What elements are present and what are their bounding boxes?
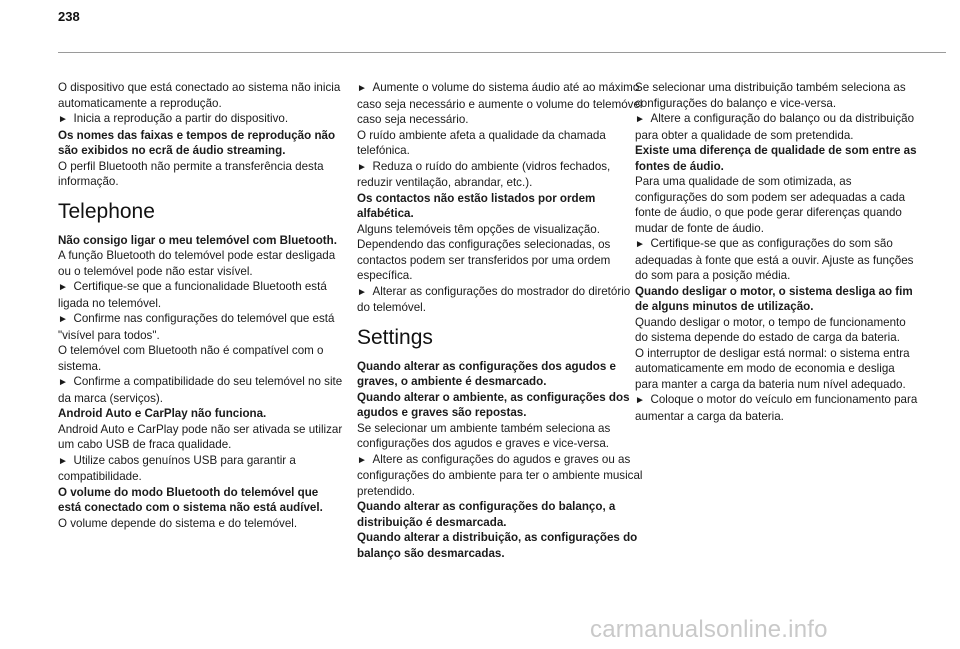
issue-question: Os nomes das faixas e tempos de reprodução não são exibidos no ecrã de áudio streaming. [58,128,336,157]
action-step: ► Inicia a reprodução a partir do dispositivo. [58,111,344,128]
body-paragraph: Para uma qualidade de som otimizada, as configurações do som podem ser adequadas a cada fonte de áudio, o que pode gerar diferenças quando mudar de fonte de áudio. [635,175,906,235]
section-heading: Telephone [58,199,155,223]
body-paragraph: Android Auto e CarPlay pode não ser ativada se utilizar um cabo USB de fraca qualidade. [58,422,343,451]
action-step: ► Alterar as configurações do mostrador do diretório do telemóvel. [357,284,643,316]
body-paragraph: O telemóvel com Bluetooth não é compatível com o sistema. [58,344,324,373]
action-step: ► Utilize cabos genuínos USB para garantir a compatibilidade. [58,453,344,485]
watermark-text: carmanualsonline.info [590,616,828,643]
action-step: ► Coloque o motor do veículo em funcionamento para aumentar a carga da bateria. [635,392,921,424]
issue-question: Os contactos não estão listados por ordem alfabética. [357,191,596,220]
action-step: ► Reduza o ruído do ambiente (vidros fechados, reduzir ventilação, abrandar, etc.). [357,159,643,191]
action-step: ► Confirme nas configurações do telemóvel que está "visível para todos". [58,311,344,343]
body-paragraph: O volume depende do sistema e do telemóvel. [58,516,298,530]
issue-question: Quando alterar as configurações dos agudos e graves, o ambiente é desmarcado. [357,359,616,388]
action-step: ► Aumente o volume do sistema áudio até ao máximo caso seja necessário e aumente o volume do telemóvel caso seja necessário. [357,80,643,128]
header-divider [58,52,946,53]
text-column-1 [58,80,344,531]
body-paragraph: O perfil Bluetooth não permite a transferência desta informação. [58,159,324,188]
page-number: 238 [58,9,80,24]
text-column-3 [635,80,921,424]
issue-question: Android Auto e CarPlay não funciona. [58,407,267,420]
body-paragraph: Alguns telemóveis têm opções de visualização. Dependendo das configurações selecionadas, os contactos podem ser transferidos por uma ordem específica. [357,222,611,282]
text-column-2 [357,80,643,561]
issue-question: Quando alterar as configurações do balanço, a distribuição é desmarcada. [357,500,616,529]
body-paragraph: Quando desligar o motor, o tempo de funcionamento do sistema depende do estado de carga da bateria. [635,315,906,344]
section-heading: Settings [357,325,433,349]
body-paragraph: O dispositivo que está conectado ao sistema não inicia automaticamente a reprodução. [58,81,341,110]
issue-question: Existe uma diferença de qualidade de som entre as fontes de áudio. [635,144,917,173]
issue-question: Quando desligar o motor, o sistema desliga ao fim de alguns minutos de utilização. [635,284,913,313]
action-step: ► Certifique-se que a funcionalidade Bluetooth está ligada no telemóvel. [58,279,344,311]
body-paragraph: A função Bluetooth do telemóvel pode estar desligada ou o telemóvel pode não estar visível. [58,249,336,278]
issue-question: Não consigo ligar o meu telemóvel com Bluetooth. [58,233,337,247]
issue-question: Quando alterar o ambiente, as configurações dos agudos e graves são repostas. [357,390,630,419]
action-step: ► Confirme a compatibilidade do seu telemóvel no site da marca (serviços). [58,374,344,406]
body-paragraph: Se selecionar um ambiente também seleciona as configurações dos agudos e graves e vice-versa. [357,421,611,450]
body-paragraph: Se selecionar uma distribuição também seleciona as configurações do balanço e vice-versa. [635,81,906,110]
issue-question: Quando alterar a distribuição, as configurações do balanço são desmarcadas. [357,531,638,560]
action-step: ► Altere as configurações do agudos e graves ou as configurações do ambiente para ter o ambiente musical pretendido. [357,452,643,500]
body-paragraph: O interruptor de desligar está normal: o sistema entra automaticamente em modo de economia e desliga para manter a carga da bateria num nível adequado. [635,346,910,391]
issue-question: O volume do modo Bluetooth do telemóvel que está conectado com o sistema não está audível. [58,485,323,514]
action-step: ► Altere a configuração do balanço ou da distribuição para obter a qualidade de som pretendida. [635,111,921,143]
action-step: ► Certifique-se que as configurações do som são adequadas à fonte que está a ouvir. Ajuste as funções do som para a posição média. [635,236,921,284]
body-paragraph: O ruído ambiente afeta a qualidade da chamada telefónica. [357,128,606,157]
